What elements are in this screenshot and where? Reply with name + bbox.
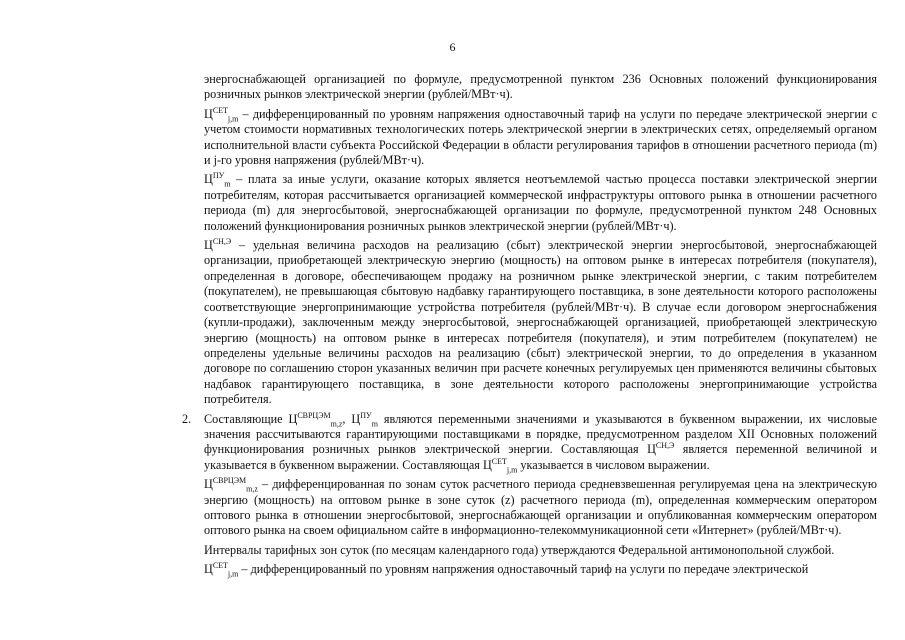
page-number: 6: [449, 40, 456, 54]
paragraph-continuation: энергоснабжающей организацией по формуле, предусмотренной пунктом 236 Основных положений функционирования розничных рынков электрической энергии (рублей/МВт·ч).: [204, 72, 877, 102]
formula-symbol: $Ц^{СЕТ}_{j,m}$: [204, 105, 239, 124]
definition-tariff-network: $Ц^{СЕТ}_{j,m}$ – дифференцированный по уровням напряжения одноставочный тариф на услуги по передаче электрической энергии с учетом стоимости нормативных технологических потерь электрической энергии в электрических сетях, определяемый органом исполнительной власти субъекта Российской Федерации в области регулирования тарифов в отношении расчетного периода (m) и j-го уровня напряжения (рублей/МВт·ч).: [204, 105, 877, 168]
formula-symbol: $Ц^{ПУ}_m$: [204, 171, 231, 189]
formula-symbol: $Ц^{СН,Э}$: [204, 237, 232, 253]
definition-tariff-network-repeat: $Ц^{СЕТ}_{j,m}$ – дифференцированный по уровням напряжения одноставочный тариф на услуги по передаче электрической: [204, 561, 809, 579]
paragraph-tariff-zones: Интервалы тарифных зон суток (по месяцам календарного года) утверждаются Федеральной антимонопольной службой.: [204, 542, 835, 557]
list-item-number: 2.: [182, 411, 192, 426]
formula-symbol: $Ц^{ПУ}_m$: [351, 410, 378, 428]
document-body: [182, 72, 878, 582]
definition-weighted-price: $Ц^{СВРЦЭМ}_{m,z}$ – дифференцированная по зонам суток расчетного периода средневзвешенная регулируемая цена на электрическую энергию (мощность) на оптовом рынке в зоне суток (z) расчетного периода (m), определенная коммерческим оператором оптового рынка в отношении энергосбытовой, энергоснабжающей организации и опубликованная коммерческим оператором оптового рынка на своем официальном сайте в информационно-телекоммуникационной сети «Интернет» (рублей/МВт·ч).: [204, 476, 877, 538]
formula-symbol: $Ц^{СЕТ}_{j,m}$: [482, 456, 518, 475]
formula-symbol: $Ц^{СВРЦЭМ}_{m,z}$: [288, 410, 343, 428]
formula-symbol: $Ц^{СВРЦЭМ}_{m,z}$: [204, 476, 258, 494]
definition-other-services-fee: $Ц^{ПУ}_m$ – плата за иные услуги, оказание которых является неотъемлемой частью процесса поставки электрической энергии потребителям, которая рассчитывается организацией коммерческой инфраструктуры оптового рынка в отношении расчетного периода (m) для энергосбытовой, энергоснабжающей организации по формуле, предусмотренной пунктом 248 Основных положений функционирования розничных рынков электрической энергии (рублей/МВт·ч).: [204, 171, 877, 233]
formula-symbol: $Ц^{СН,Э}$: [647, 441, 675, 457]
list-item-2: 2. Составляющие $Ц^{СВРЦЭМ}_{m,z}$, $Ц^{ПУ}_m$ являются переменными значениями и указываются в буквенном выражении, их числовые значения рассчитываются гарантирующими поставщиками в порядке, предусмотренном разделом XII Основных положений функционирования розничных рынков электрической энергии. Составляющая $Ц^{СН,Э}$ является переменной величиной и указывается в буквенном выражении. Составляющая $Ц^{СЕТ}_{j,m}$ указывается в числовом выражении.: [182, 410, 878, 475]
formula-symbol: $Ц^{СЕТ}_{j,m}$: [204, 561, 239, 579]
definition-sales-expenses: $Ц^{СН,Э}$ – удельная величина расходов на реализацию (сбыт) электрической энергии энергосбытовой, энергоснабжающей организации, приобретающей электрическую энергию (мощность) на оптовом рынке в интересах потребителя (покупателя), определенная в договоре, обеспечивающем продажу на розничном рынке электрической энергии, с таким потребителем (покупателем), не превышающая сбытовую надбавку гарантирующего поставщика, в зоне деятельности которого расположены соответствующие энергопринимающие устройства потребителя (рублей/МВт·ч). В случае если договором энергоснабжения (купли-продажи), заключенным между энергосбытовой, энергоснабжающей организацией, приобретающей электрическую энергию (мощность) на оптовом рынке в интересах потребителя (покупателя), и этим потребителем (покупателем) не определены удельные величины расходов на реализацию (сбыт) электрической энергии, то до определения в указанном договоре по соглашению сторон указанных величин при расчете конечных регулируемых цен применяются величины сбытовых надбавок гарантирующего поставщика, в зоне деятельности которого расположены энергопринимающие устройства потребителя.: [204, 237, 877, 407]
